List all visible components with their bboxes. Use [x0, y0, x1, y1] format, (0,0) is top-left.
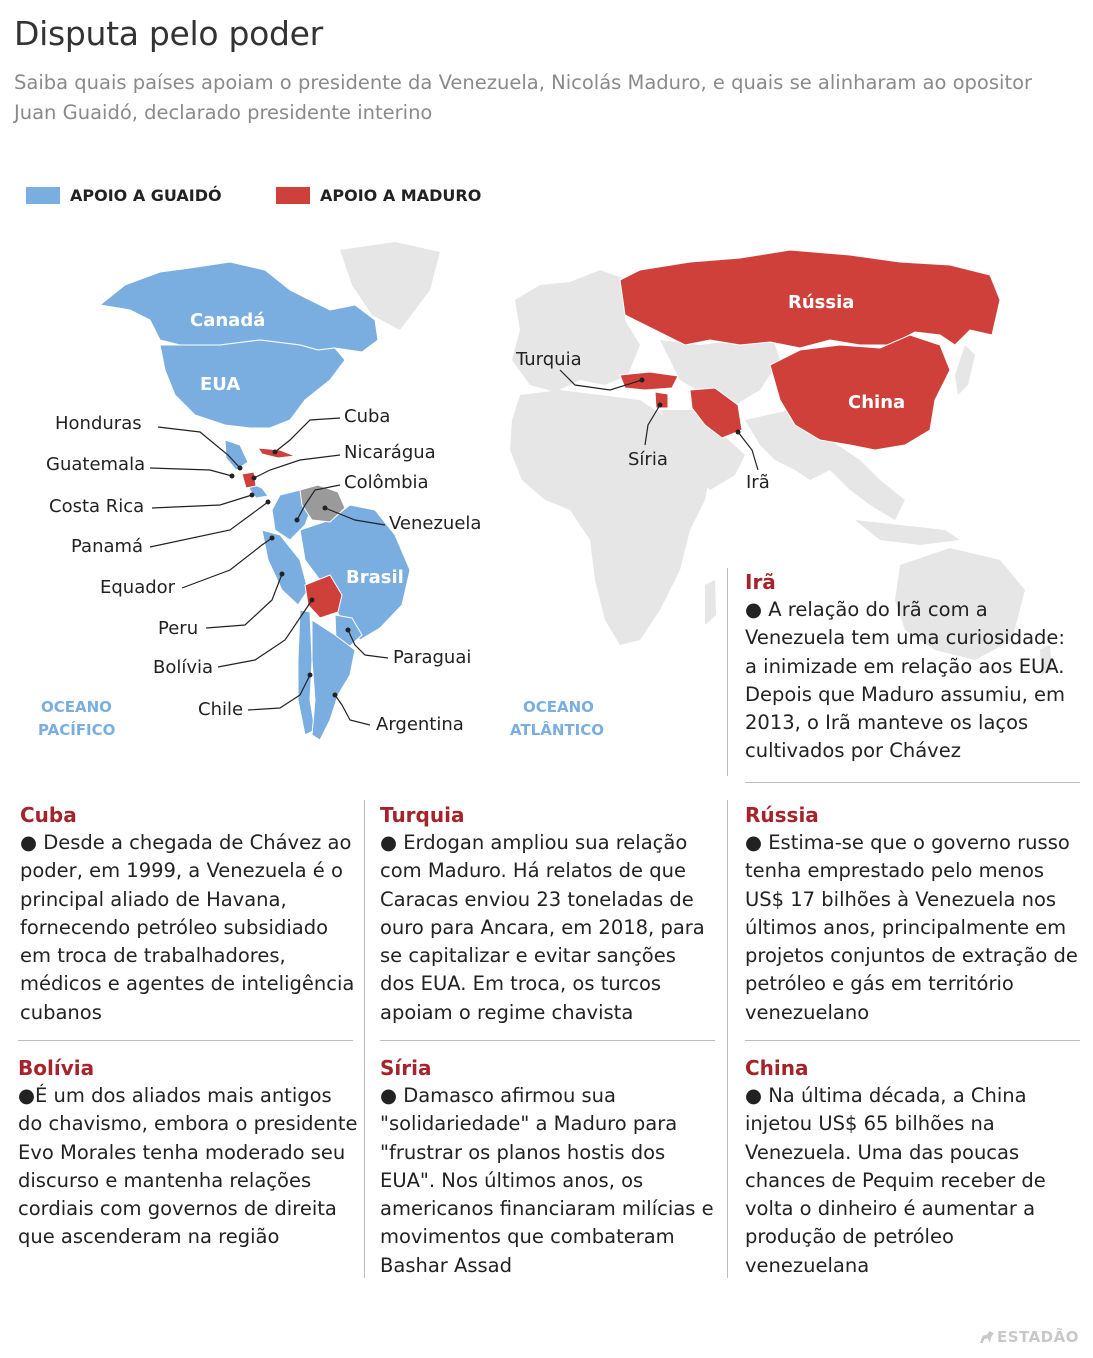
label-honduras: Honduras	[55, 413, 142, 434]
label-turquia: Turquia	[516, 349, 582, 370]
estadao-logo-text: ESTADÃO	[996, 1328, 1079, 1346]
card-cuba	[20, 801, 355, 1027]
ocean-atlantico-line1: OCEANO	[523, 698, 594, 716]
card-cuba-body: Desde a chegada de Chávez ao poder, em 1999, a Venezuela é o principal aliado de Havana, fornecendo petróleo subsidiado em troca de trabalhadores, médicos e agentes de inteligência cubanos	[20, 831, 355, 1024]
card-cuba-text	[20, 829, 355, 1027]
bullet-icon: ●	[18, 1084, 36, 1107]
card-russia	[745, 801, 1080, 1027]
legend-guaido-label: APOIO A GUAIDÓ	[70, 186, 222, 205]
separator-row-col3	[745, 1040, 1080, 1041]
label-equador: Equador	[100, 577, 176, 598]
label-venezuela: Venezuela	[389, 513, 482, 534]
label-paraguai: Paraguai	[393, 647, 472, 668]
bullet-icon: ●	[380, 831, 398, 854]
card-ira-body: A relação do Irã com a Venezuela tem uma curiosidade: a inimizade em relação aos EUA. Depois que Maduro assumiu, em 2013, o Irã manteve os laços cultivados por Chávez	[745, 598, 1066, 763]
card-siria-text	[380, 1082, 715, 1280]
card-ira	[745, 568, 1080, 766]
divider-col2	[727, 800, 728, 1278]
horse-icon	[980, 1331, 994, 1343]
label-ira: Irã	[746, 472, 770, 493]
label-siria: Síria	[628, 449, 668, 470]
card-bolivia	[18, 1054, 358, 1252]
label-colombia: Colômbia	[344, 472, 429, 493]
card-bolivia-body: É um dos aliados mais antigos do chavismo, embora o presidente Evo Morales tenha moderado seu discurso e mantenha relações cordiais com governos de direita que ascenderam na região	[18, 1084, 358, 1249]
madagascar	[705, 580, 716, 625]
card-ira-title: Irã	[745, 570, 776, 594]
label-bolivia: Bolívia	[153, 657, 214, 678]
bullet-icon: ●	[745, 831, 763, 854]
card-siria	[380, 1054, 715, 1280]
divider-col1	[364, 800, 365, 1278]
card-china-body: Na última década, a China injetou US$ 65 bilhões na Venezuela. Uma das poucas chances de Pequim receber de volta o dinheiro é aumentar a produção de petróleo venezuelana	[745, 1084, 1046, 1277]
card-ira-text	[745, 596, 1080, 766]
card-bolivia-text	[18, 1082, 358, 1252]
divider-ira	[727, 568, 728, 776]
turkey-shape	[620, 372, 678, 390]
bullet-icon: ●	[745, 598, 763, 621]
japan	[955, 345, 975, 395]
card-china	[745, 1054, 1080, 1280]
label-chile: Chile	[198, 699, 244, 720]
eua-shape	[160, 340, 345, 428]
ocean-pacifico-line2: PACÍFICO	[38, 721, 116, 739]
guaido-countries	[100, 262, 410, 740]
card-turquia-body: Erdogan ampliou sua relação com Maduro. Há relatos de que Caracas enviou 23 toneladas de ouro para Ancara, em 2018, para se capitalizar e evitar sanções dos EUA. Em troca, os turcos apoiam o regime chavista	[380, 831, 705, 1024]
label-argentina: Argentina	[376, 714, 464, 735]
separator-row-col2	[380, 1040, 715, 1041]
page-subtitle: Saiba quais países apoiam o presidente da Venezuela, Nicolás Maduro, e quais se alinharam ao opositor Juan Guaidó, declarado presidente interino	[14, 71, 1033, 124]
label-russia: Rússia	[788, 292, 855, 313]
label-china: China	[848, 392, 906, 413]
estadao-logo	[980, 1328, 1079, 1346]
indonesia	[855, 520, 960, 545]
legend-maduro-label: APOIO A MADURO	[320, 186, 482, 205]
card-china-title: China	[745, 1056, 809, 1080]
label-canada: Canadá	[190, 310, 266, 331]
card-turquia-title: Turquia	[380, 803, 465, 827]
legend-maduro-swatch	[276, 187, 310, 204]
card-cuba-title: Cuba	[20, 803, 77, 827]
card-siria-body: Damasco afirmou sua "solidariedade" a Maduro para "frustrar os planos hostis dos EUA". Nos últimos anos, os americanos financiaram milícias e movimentos que combateram Bashar Assad	[380, 1084, 714, 1277]
bullet-icon: ●	[20, 831, 38, 854]
label-peru: Peru	[158, 618, 199, 639]
card-russia-title: Rússia	[745, 803, 819, 827]
separator-row-col1	[18, 1040, 353, 1041]
legend-guaido	[26, 186, 222, 205]
card-china-text	[745, 1082, 1080, 1280]
ocean-atlantico-line2: ATLÂNTICO	[510, 721, 604, 739]
bullet-icon: ●	[380, 1084, 398, 1107]
ocean-pacifico-line1: OCEANO	[41, 698, 112, 716]
separator-ira	[745, 782, 1080, 783]
card-bolivia-title: Bolívia	[18, 1056, 95, 1080]
label-cuba: Cuba	[344, 406, 391, 427]
card-turquia-text	[380, 829, 715, 1027]
legend-maduro	[276, 186, 481, 205]
label-brasil: Brasil	[346, 567, 404, 588]
equador-peru	[262, 530, 308, 605]
label-eua: EUA	[200, 374, 241, 395]
card-russia-body: Estima-se que o governo russo tenha emprestado pelo menos US$ 17 bilhões à Venezuela nos últimos anos, principalmente em projetos conjuntos de extração de petróleo e gás em território venezuelano	[745, 831, 1078, 1024]
card-siria-title: Síria	[380, 1056, 432, 1080]
label-nicaragua: Nicarágua	[344, 442, 436, 463]
bullet-icon: ●	[745, 1084, 763, 1107]
page-title: Disputa pelo poder	[14, 14, 323, 53]
label-guatemala: Guatemala	[46, 454, 146, 475]
card-turquia	[380, 801, 715, 1027]
label-panama: Panamá	[71, 536, 144, 557]
legend-guaido-swatch	[26, 187, 60, 204]
canada-shape	[100, 262, 378, 352]
card-russia-text	[745, 829, 1080, 1027]
label-costa-rica: Costa Rica	[49, 496, 145, 517]
